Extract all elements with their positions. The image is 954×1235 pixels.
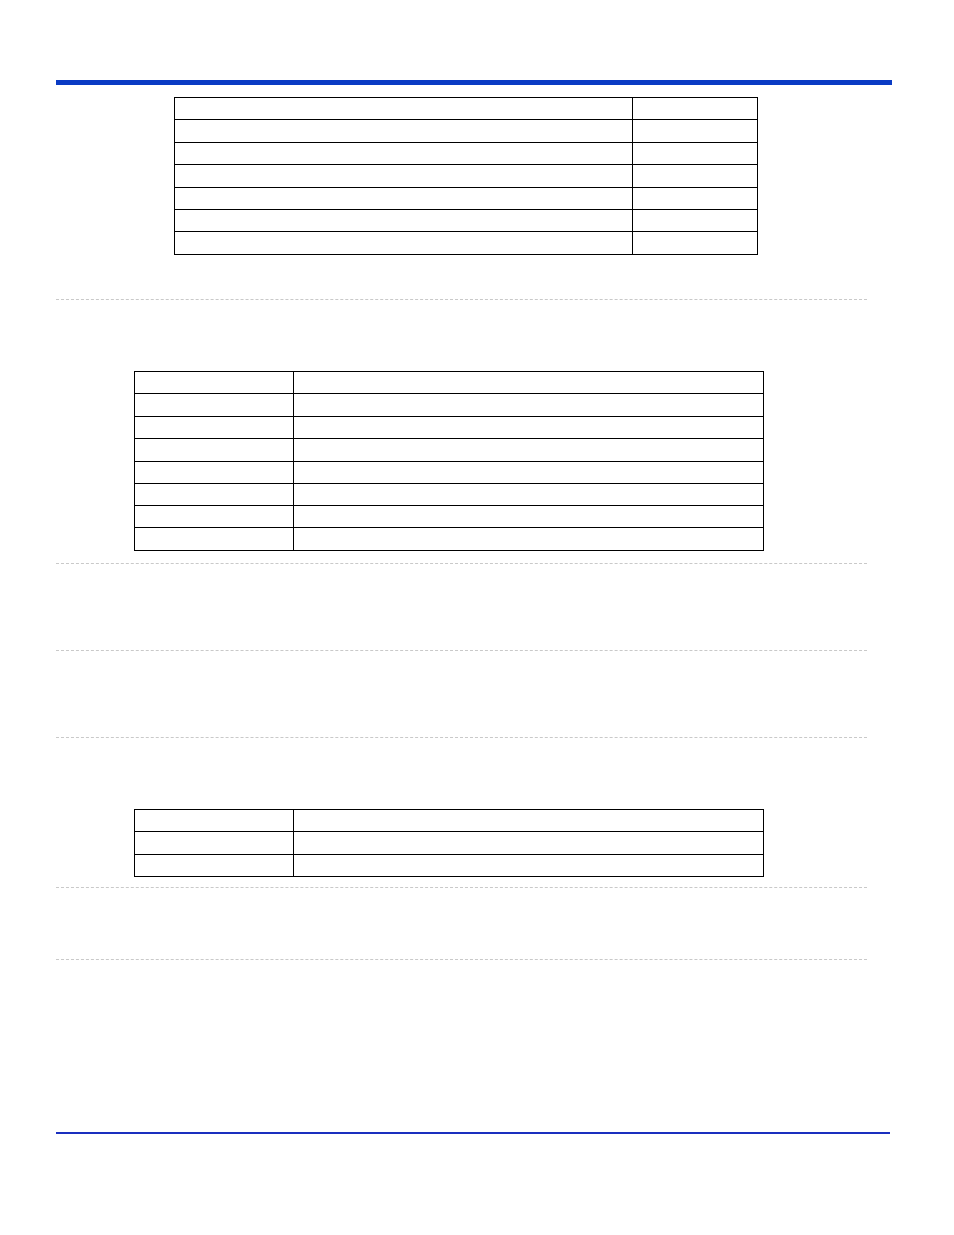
table-cell bbox=[294, 372, 764, 394]
table-cell bbox=[175, 143, 633, 165]
table-cell bbox=[633, 98, 758, 120]
table-cell bbox=[135, 462, 294, 484]
table-cell bbox=[633, 188, 758, 210]
table-row bbox=[175, 120, 758, 143]
table-cell bbox=[633, 120, 758, 143]
section-divider bbox=[56, 650, 867, 651]
table-cell bbox=[175, 98, 633, 120]
values-table-1 bbox=[134, 371, 764, 551]
table-row bbox=[135, 855, 764, 877]
table-cell bbox=[294, 484, 764, 506]
table-cell bbox=[135, 417, 294, 439]
table-row bbox=[175, 210, 758, 232]
table-row bbox=[135, 832, 764, 855]
table-cell bbox=[135, 484, 294, 506]
table-cell bbox=[294, 832, 764, 855]
table-cell bbox=[175, 120, 633, 143]
table-row bbox=[135, 810, 764, 832]
table-cell bbox=[633, 165, 758, 188]
table-row bbox=[135, 417, 764, 439]
table-row bbox=[135, 506, 764, 528]
table-row bbox=[135, 394, 764, 417]
table-cell bbox=[135, 372, 294, 394]
table-cell bbox=[135, 439, 294, 462]
table-cell bbox=[633, 232, 758, 255]
table-cell bbox=[175, 188, 633, 210]
table-row bbox=[175, 188, 758, 210]
section-divider bbox=[56, 299, 867, 300]
table-cell bbox=[135, 506, 294, 528]
table-cell bbox=[175, 210, 633, 232]
footer-rule bbox=[56, 1132, 890, 1134]
table-row bbox=[175, 143, 758, 165]
table-cell bbox=[294, 462, 764, 484]
table-row bbox=[135, 484, 764, 506]
table-row bbox=[175, 165, 758, 188]
table-row bbox=[135, 439, 764, 462]
table-cell bbox=[135, 810, 294, 832]
table-row bbox=[135, 372, 764, 394]
table-cell bbox=[294, 855, 764, 877]
table-cell bbox=[294, 528, 764, 551]
table-cell bbox=[135, 855, 294, 877]
table-cell bbox=[294, 810, 764, 832]
section-divider bbox=[56, 959, 867, 960]
table-cell bbox=[175, 232, 633, 255]
table-row bbox=[175, 232, 758, 255]
table-cell bbox=[135, 832, 294, 855]
table-1 bbox=[174, 97, 758, 255]
table-cell bbox=[135, 528, 294, 551]
table-row bbox=[135, 528, 764, 551]
table-cell bbox=[294, 506, 764, 528]
table-cell bbox=[633, 143, 758, 165]
table-cell bbox=[294, 439, 764, 462]
table-cell bbox=[175, 165, 633, 188]
section-divider bbox=[56, 887, 867, 888]
section-divider bbox=[56, 737, 867, 738]
table-cell bbox=[294, 394, 764, 417]
table-cell bbox=[135, 394, 294, 417]
header-rule bbox=[56, 80, 892, 85]
values-table-2 bbox=[134, 809, 764, 877]
table-row bbox=[175, 98, 758, 120]
section-divider bbox=[56, 563, 867, 564]
table-cell bbox=[633, 210, 758, 232]
table-cell bbox=[294, 417, 764, 439]
table-row bbox=[135, 462, 764, 484]
